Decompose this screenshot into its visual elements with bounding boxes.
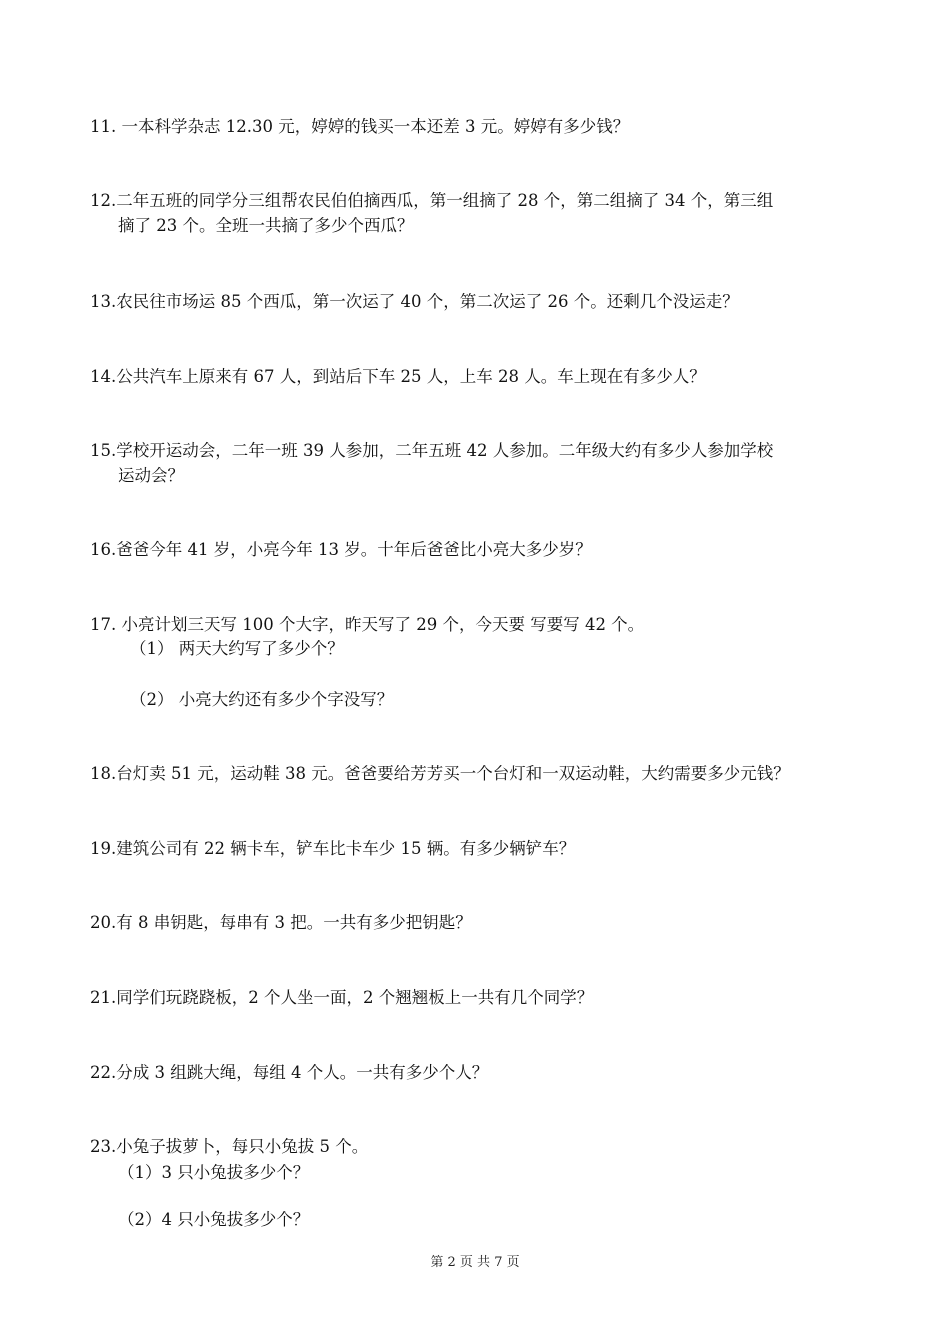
problem-12-cont: 摘了 23 个。全班一共摘了多少个西瓜？ [118,216,414,235]
problem-15: 15.学校开运动会，二年一班 39 人参加，二年五班 42 人参加。二年级大约有多少人参加学校 [90,441,774,460]
problem-15-cont: 运动会？ [118,466,184,485]
problem-20: 20.有 8 串钥匙，每串有 3 把。一共有多少把钥匙？ [90,913,472,932]
problem-17-part-1: （1） 两天大约写了多少个？ [130,639,344,658]
problem-23-part-1: （1）3 只小兔拔多少个？ [118,1163,310,1182]
page-footer: 第 2 页 共 7 页 [430,1255,520,1270]
problem-17: 17. 小亮计划三天写 100 个大字，昨天写了 29 个，今天要 写要写 42 个。 [90,615,645,634]
problem-11: 11. 一本科学杂志 12.30 元，婷婷的钱买一本还差 3 元。婷婷有多少钱？ [90,117,630,136]
problem-13: 13.农民往市场运 85 个西瓜，第一次运了 40 个，第二次运了 26 个。还剩几个没运走？ [90,292,739,311]
problem-18: 18.台灯卖 51 元，运动鞋 38 元。爸爸要给芳芳买一个台灯和一双运动鞋，大约需要多少元钱？ [90,764,790,783]
problem-16: 16.爸爸今年 41 岁，小亮今年 13 岁。十年后爸爸比小亮大多少岁？ [90,540,592,559]
problem-19: 19.建筑公司有 22 辆卡车，铲车比卡车少 15 辆。有多少辆铲车？ [90,839,576,858]
problem-14: 14.公共汽车上原来有 67 人，到站后下车 25 人，上车 28 人。车上现在有多少人？ [90,367,706,386]
problem-17-part-2: （2） 小亮大约还有多少个字没写？ [130,690,394,709]
problem-21: 21.同学们玩跷跷板，2 个人坐一面，2 个翘翘板上一共有几个同学？ [90,988,594,1007]
problem-23: 23.小兔子拔萝卜，每只小兔拔 5 个。 [90,1137,369,1156]
problem-23-part-2: （2）4 只小兔拔多少个？ [118,1210,310,1229]
problem-12: 12.二年五班的同学分三组帮农民伯伯摘西瓜，第一组摘了 28 个，第二组摘了 34 个，第三组 [90,191,774,210]
problem-22: 22.分成 3 组跳大绳，每组 4 个人。一共有多少个人？ [90,1063,489,1082]
